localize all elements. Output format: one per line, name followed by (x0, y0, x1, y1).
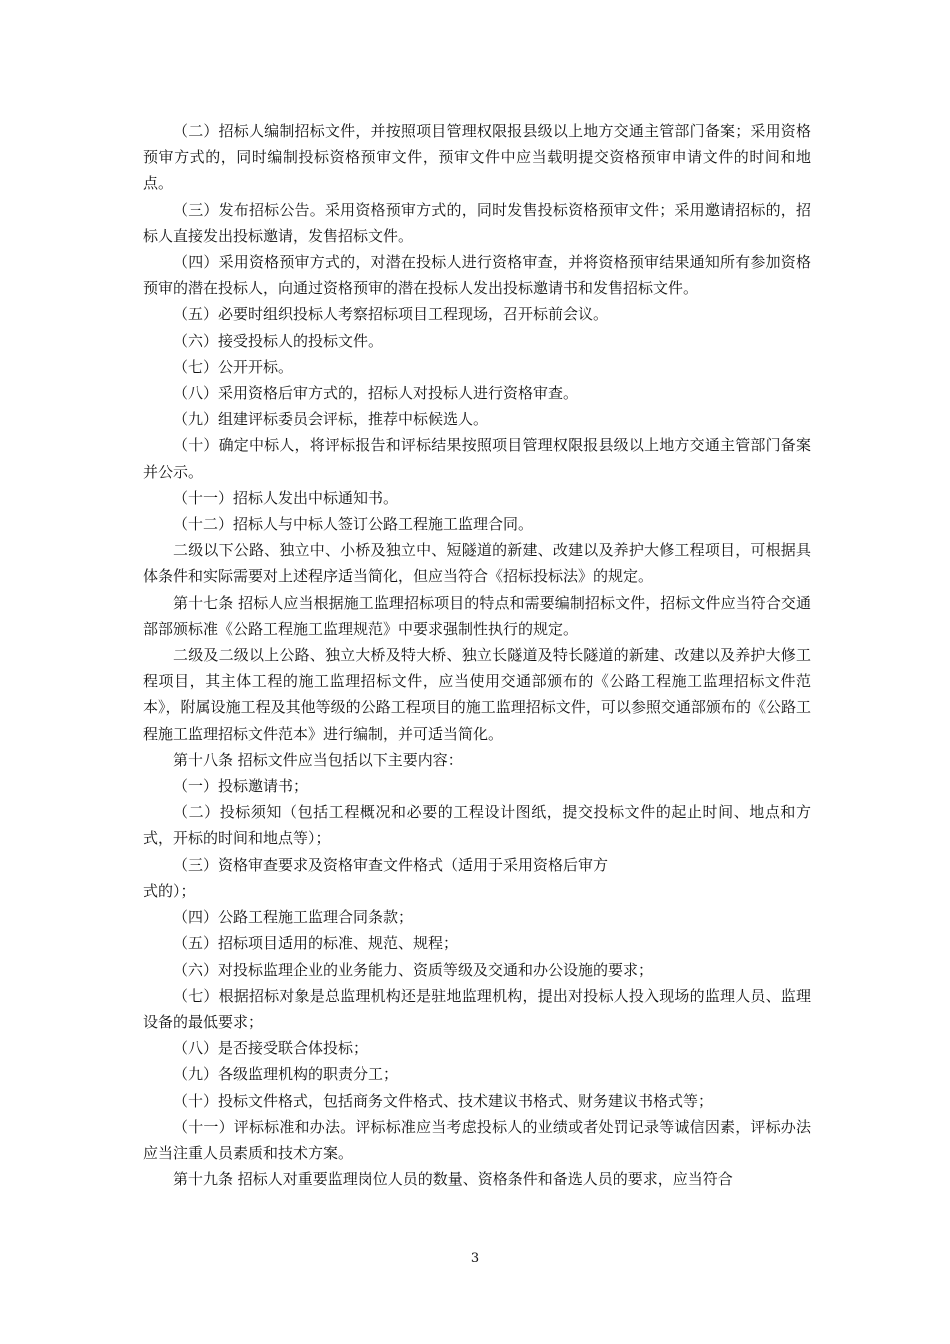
paragraph-12: （十二）招标人与中标人签订公路工程施工监理合同。 (173, 515, 534, 534)
article-18: 第十八条 招标文件应当包括以下主要内容： (173, 750, 463, 769)
paragraph-8: （八）采用资格后审方式的，招标人对投标人进行资格审查。 (173, 384, 579, 403)
document-body (143, 118, 811, 1192)
article-18-item-3: （三）资格审查要求及资格审查文件格式（适用于采用资格后审方 (173, 855, 609, 874)
article-19: 第十九条 招标人对重要监理岗位人员的数量、资格条件和备选人员的要求，应当符合 (173, 1170, 733, 1189)
article-18-item-2: （二）投标须知（包括工程概况和必要的工程设计图纸，提交投标文件的起止时间、地点和方式，开标的时间和地点等）； (143, 803, 811, 848)
simplification-note: 二级以下公路、独立中、小桥及独立中、短隧道的新建、改建以及养护大修工程项目，可根据具体条件和实际需要对上述程序适当简化，但应当符合《招标投标法》的规定。 (143, 541, 811, 586)
article-18-item-6: （六）对投标监理企业的业务能力、资质等级及交通和办公设施的要求； (173, 960, 654, 979)
paragraph-11: （十一）招标人发出中标通知书。 (173, 488, 399, 507)
article-18-item-3-continuation: 式的）； (143, 881, 196, 900)
paragraph-5: （五）必要时组织投标人考察招标项目工程现场，召开标前会议。 (173, 305, 609, 324)
paragraph-3: （三）发布招标公告。采用资格预审方式的，同时发售投标资格预审文件；采用邀请招标的，招标人直接发出投标邀请，发售招标文件。 (143, 200, 811, 245)
paragraph-6: （六）接受投标人的投标文件。 (173, 331, 384, 350)
paragraph-7: （七）公开开标。 (173, 357, 294, 376)
article-18-item-5: （五）招标项目适用的标准、规范、规程； (173, 934, 459, 953)
page-number: 3 (470, 1251, 480, 1266)
article-18-item-9: （九）各级监理机构的职责分工； (173, 1065, 399, 1084)
paragraph-9: （九）组建评标委员会评标，推荐中标候选人。 (173, 410, 489, 429)
article-17-clause-2: 二级及二级以上公路、独立大桥及特大桥、独立长隧道及特长隧道的新建、改建以及养护大修工程项目，其主体工程的施工监理招标文件，应当使用交通部颁布的《公路工程施工监理招标文件范本》，附属设施工程及其他等级的公路工程项目的施工监理招标文件，可以参照交通部颁布的《公路工程施工监理招标文件范本》进行编制，并可适当简化。 (143, 646, 811, 743)
paragraph-4: （四）采用资格预审方式的，对潜在投标人进行资格审查，并将资格预审结果通知所有参加资格预审的潜在投标人，向通过资格预审的潜在投标人发出投标邀请书和发售招标文件。 (143, 253, 811, 298)
article-17: 第十七条 招标人应当根据施工监理招标项目的特点和需要编制招标文件，招标文件应当符合交通部部颁标准《公路工程施工监理规范》中要求强制性执行的规定。 (143, 593, 811, 638)
paragraph-10: （十）确定中标人，将评标报告和评标结果按照项目管理权限报县级以上地方交通主管部门备案并公示。 (143, 436, 811, 481)
article-18-item-1: （一）投标邀请书； (173, 777, 309, 796)
article-18-item-11: （十一）评标标准和办法。评标标准应当考虑投标人的业绩或者处罚记录等诚信因素，评标办法应当注重人员素质和技术方案。 (143, 1117, 811, 1162)
article-18-item-7: （七）根据招标对象是总监理机构还是驻地监理机构，提出对投标人投入现场的监理人员、监理设备的最低要求； (143, 986, 811, 1031)
article-18-item-10: （十）投标文件格式，包括商务文件格式、技术建议书格式、财务建议书格式等； (173, 1091, 714, 1110)
article-18-item-8: （八）是否接受联合体投标； (173, 1039, 369, 1058)
paragraph-2: （二）招标人编制招标文件，并按照项目管理权限报县级以上地方交通主管部门备案；采用资格预审方式的，同时编制投标资格预审文件，预审文件中应当载明提交资格预审申请文件的时间和地点。 (143, 122, 811, 193)
article-18-item-4: （四）公路工程施工监理合同条款； (173, 908, 414, 927)
